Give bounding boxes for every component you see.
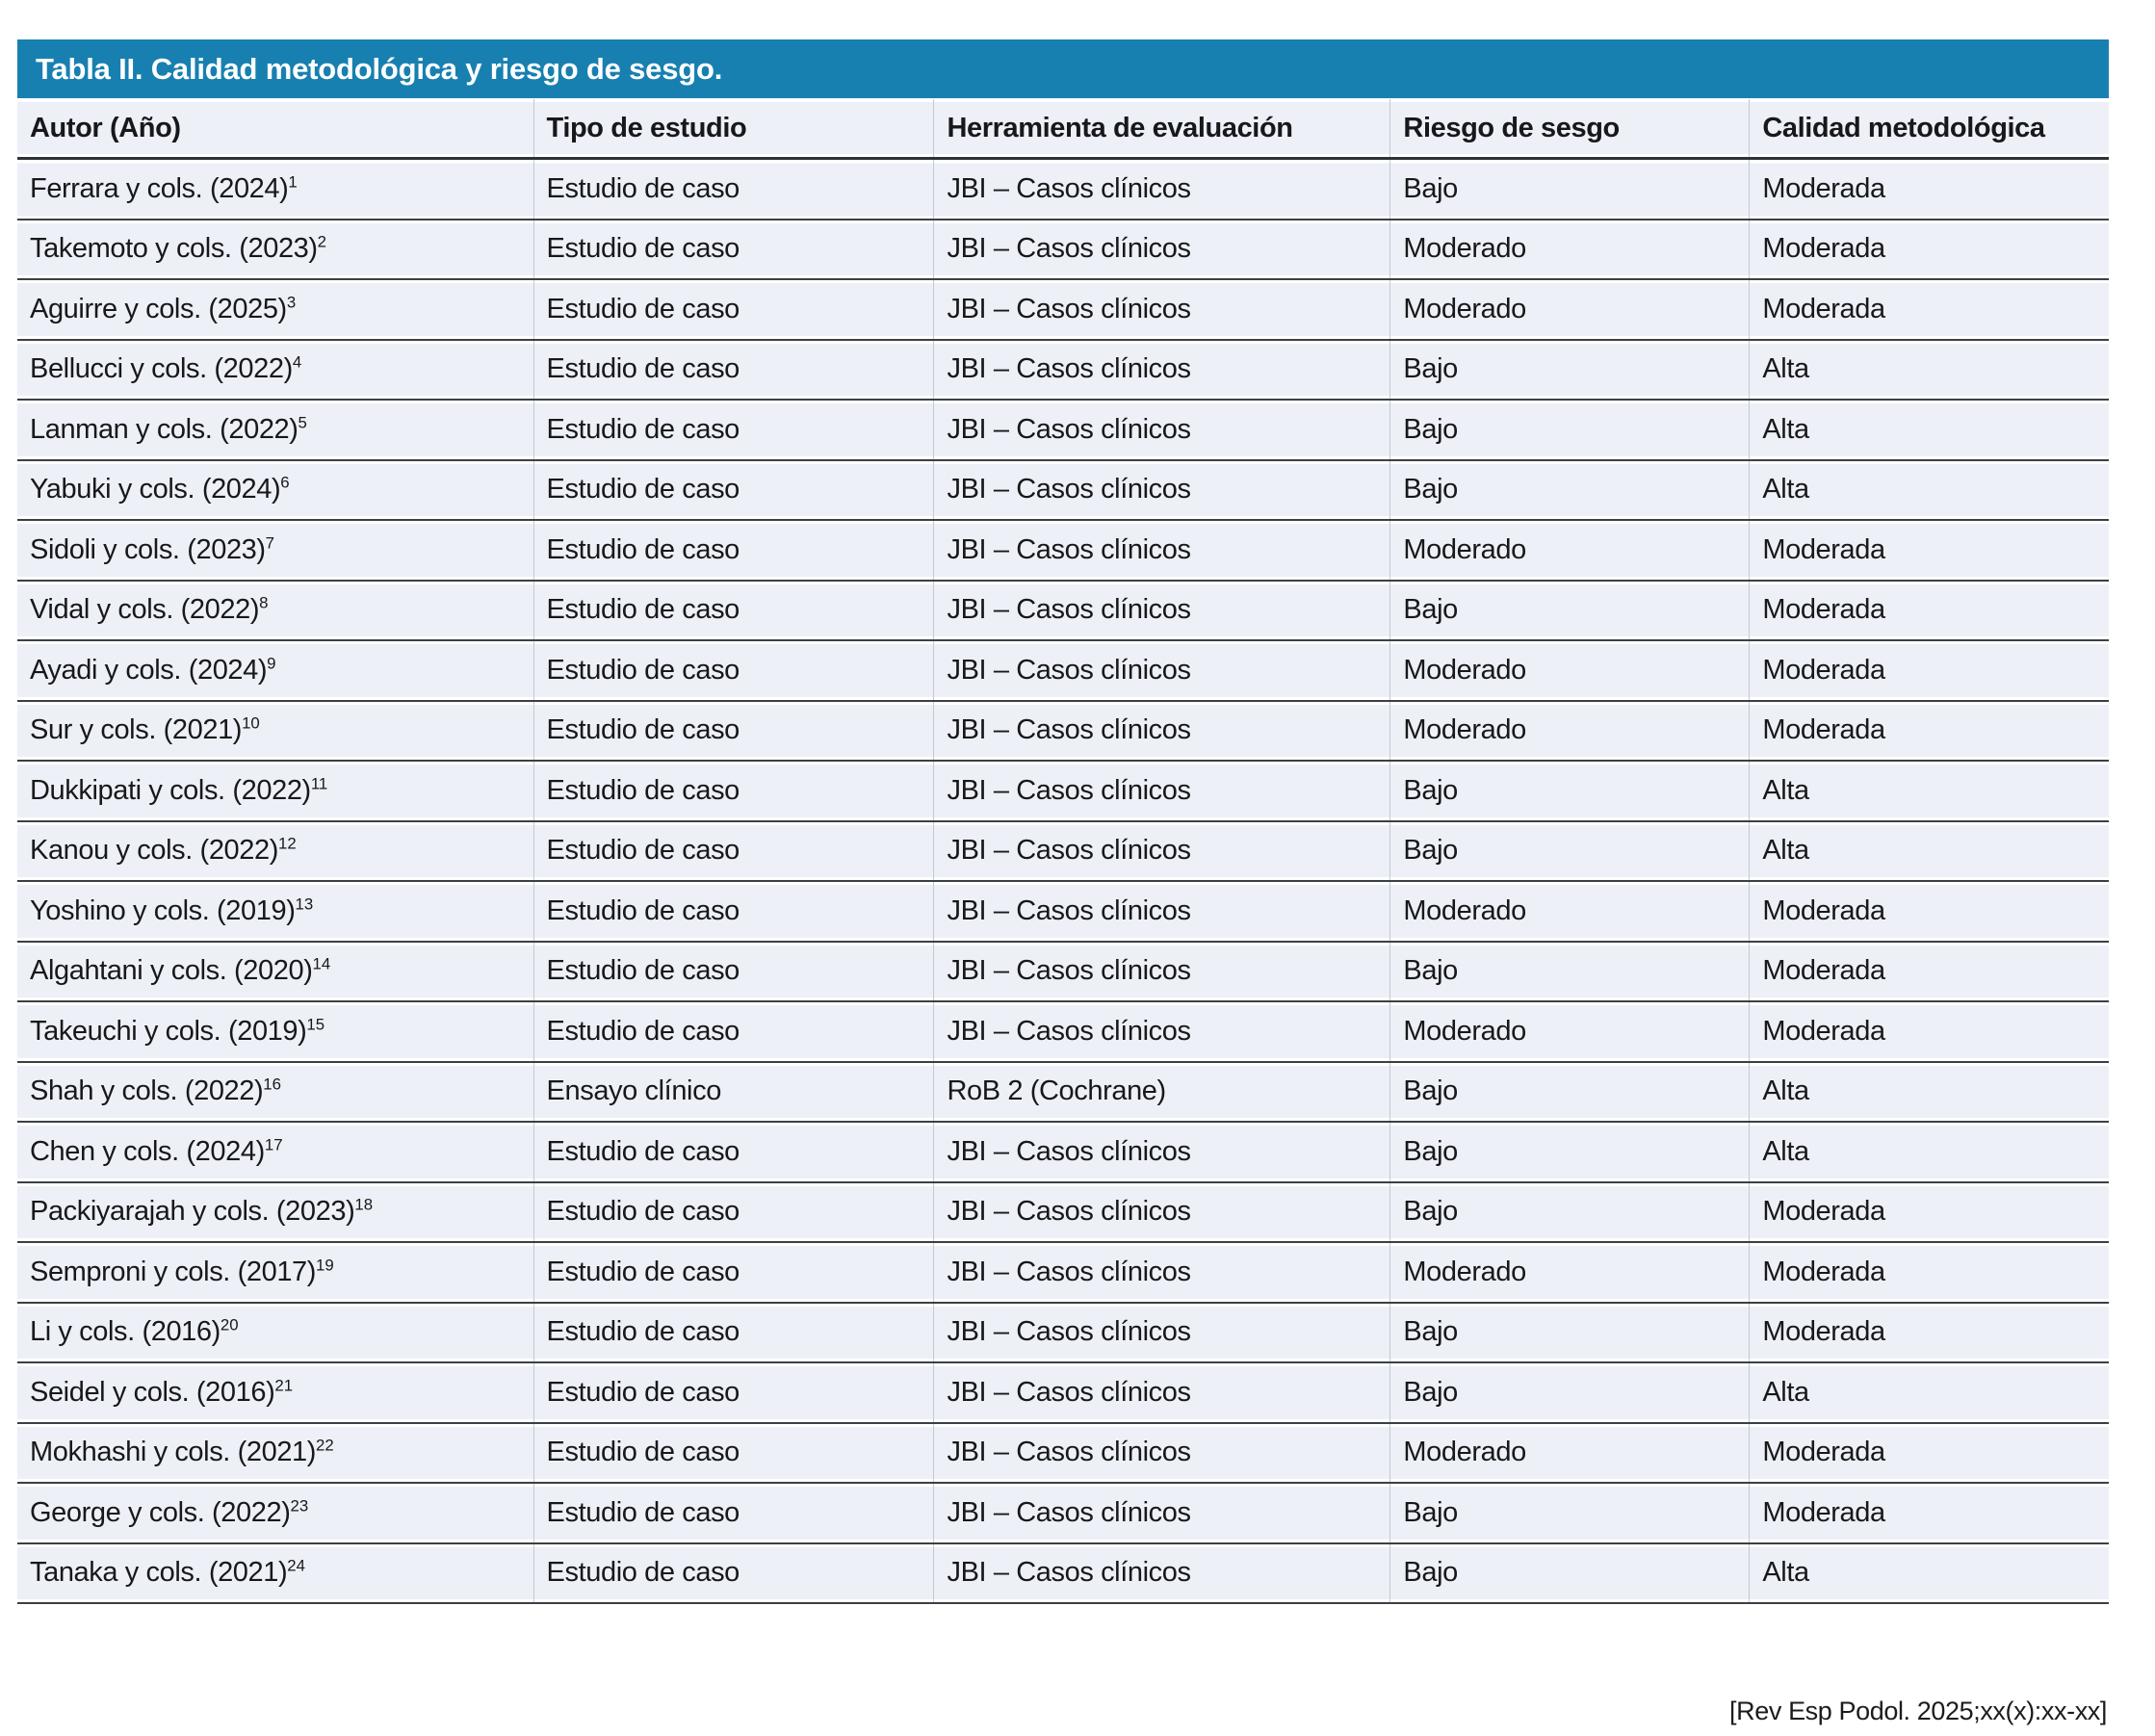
risk-of-bias-cell: Bajo (1390, 460, 1750, 521)
quality-cell: Alta (1750, 400, 2109, 460)
quality-cell: Moderada (1750, 581, 2109, 641)
author-cell (17, 400, 533, 460)
table-row (17, 640, 2109, 701)
risk-of-bias-cell: Moderado (1390, 520, 1750, 581)
risk-of-bias-cell: Moderado (1390, 1423, 1750, 1484)
risk-of-bias-cell: Bajo (1390, 821, 1750, 882)
quality-cell: Alta (1750, 1062, 2109, 1123)
assessment-tool-cell: JBI – Casos clínicos (934, 1423, 1390, 1484)
author-cell (17, 942, 533, 1002)
table-row (17, 881, 2109, 942)
author-text: Shah y cols. (2022) (30, 1075, 264, 1107)
risk-of-bias-cell: Bajo (1390, 942, 1750, 1002)
quality-cell: Moderada (1750, 220, 2109, 280)
study-type-cell: Estudio de caso (533, 701, 934, 762)
table-row (17, 942, 2109, 1002)
reference-superscript: 24 (287, 1556, 305, 1575)
author-cell (17, 1543, 533, 1604)
assessment-tool-cell: JBI – Casos clínicos (934, 1362, 1390, 1423)
quality-cell: Moderada (1750, 1483, 2109, 1543)
study-type-cell: Ensayo clínico (533, 1062, 934, 1123)
assessment-tool-cell: JBI – Casos clínicos (934, 761, 1390, 821)
author-text: Algahtani y cols. (2020) (30, 955, 313, 987)
risk-of-bias-cell: Bajo (1390, 761, 1750, 821)
reference-superscript: 18 (354, 1195, 374, 1214)
quality-cell: Moderada (1750, 1423, 2109, 1484)
risk-of-bias-cell: Bajo (1390, 159, 1750, 220)
reference-superscript: 9 (267, 654, 276, 673)
author-cell (17, 1122, 533, 1182)
author-cell (17, 761, 533, 821)
assessment-tool-cell: JBI – Casos clínicos (934, 581, 1390, 641)
assessment-tool-cell: JBI – Casos clínicos (934, 881, 1390, 942)
author-cell (17, 520, 533, 581)
author-text: Takemoto y cols. (2023) (30, 233, 318, 265)
quality-cell: Alta (1750, 1122, 2109, 1182)
author-cell (17, 1182, 533, 1243)
assessment-tool-cell: JBI – Casos clínicos (934, 400, 1390, 460)
risk-of-bias-cell: Moderado (1390, 640, 1750, 701)
risk-of-bias-cell: Bajo (1390, 400, 1750, 460)
author-text: Yabuki y cols. (2024) (30, 474, 281, 505)
study-type-cell: Estudio de caso (533, 581, 934, 641)
risk-of-bias-cell: Bajo (1390, 1362, 1750, 1423)
author-text: George y cols. (2022) (30, 1496, 291, 1528)
author-text: Ferrara y cols. (2024) (30, 172, 289, 204)
risk-of-bias-cell: Moderado (1390, 881, 1750, 942)
author-text: Mokhashi y cols. (2021) (30, 1437, 317, 1468)
study-type-cell: Estudio de caso (533, 881, 934, 942)
author-text: Seidel y cols. (2016) (30, 1376, 275, 1408)
assessment-tool-cell: JBI – Casos clínicos (934, 159, 1390, 220)
author-text: Yoshino y cols. (2019) (30, 894, 296, 926)
author-text: Kanou y cols. (2022) (30, 835, 278, 867)
risk-of-bias-cell: Bajo (1390, 1483, 1750, 1543)
column-header-autor: Autor (Año) (17, 99, 533, 159)
table-row (17, 1483, 2109, 1543)
table-container (17, 39, 2109, 1604)
author-cell (17, 581, 533, 641)
author-text: Ayadi y cols. (2024) (30, 654, 268, 686)
quality-cell: Moderada (1750, 881, 2109, 942)
table-row (17, 701, 2109, 762)
risk-of-bias-cell: Bajo (1390, 1303, 1750, 1363)
author-cell (17, 881, 533, 942)
assessment-tool-cell: JBI – Casos clínicos (934, 640, 1390, 701)
quality-cell: Alta (1750, 1362, 2109, 1423)
author-text: Semproni y cols. (2017) (30, 1256, 317, 1287)
quality-cell: Moderada (1750, 1182, 2109, 1243)
author-text: Packiyarajah y cols. (2023) (30, 1196, 355, 1228)
assessment-tool-cell: JBI – Casos clínicos (934, 520, 1390, 581)
reference-superscript: 21 (274, 1376, 294, 1395)
study-type-cell: Estudio de caso (533, 761, 934, 821)
author-text: Vidal y cols. (2022) (30, 594, 260, 626)
table-row (17, 279, 2109, 340)
author-cell (17, 460, 533, 521)
assessment-tool-cell: RoB 2 (Cochrane) (934, 1062, 1390, 1123)
author-cell (17, 1062, 533, 1123)
assessment-tool-cell: JBI – Casos clínicos (934, 1122, 1390, 1182)
study-type-cell: Estudio de caso (533, 1242, 934, 1303)
author-text: Li y cols. (2016) (30, 1316, 221, 1348)
author-cell (17, 220, 533, 280)
author-cell (17, 1001, 533, 1062)
table-body (17, 159, 2109, 1604)
author-cell (17, 1483, 533, 1543)
study-type-cell: Estudio de caso (533, 460, 934, 521)
author-cell (17, 1362, 533, 1423)
risk-of-bias-cell: Moderado (1390, 1001, 1750, 1062)
quality-cell: Moderada (1750, 942, 2109, 1002)
study-type-cell: Estudio de caso (533, 821, 934, 882)
reference-superscript: 14 (312, 954, 331, 973)
study-type-cell: Estudio de caso (533, 159, 934, 220)
author-text: Sur y cols. (2021) (30, 714, 243, 746)
reference-superscript: 13 (295, 894, 314, 914)
risk-of-bias-cell: Bajo (1390, 1062, 1750, 1123)
quality-cell: Alta (1750, 761, 2109, 821)
table-row (17, 460, 2109, 521)
author-text: Lanman y cols. (2022) (30, 413, 299, 445)
study-type-cell: Estudio de caso (533, 1543, 934, 1604)
author-cell (17, 340, 533, 401)
study-type-cell: Estudio de caso (533, 340, 934, 401)
reference-superscript: 16 (263, 1075, 281, 1094)
study-type-cell: Estudio de caso (533, 1423, 934, 1484)
study-type-cell: Estudio de caso (533, 1001, 934, 1062)
author-cell (17, 159, 533, 220)
table-row (17, 1423, 2109, 1484)
study-type-cell: Estudio de caso (533, 1483, 934, 1543)
table-row (17, 1362, 2109, 1423)
study-type-cell: Estudio de caso (533, 520, 934, 581)
assessment-tool-cell: JBI – Casos clínicos (934, 701, 1390, 762)
assessment-tool-cell: JBI – Casos clínicos (934, 340, 1390, 401)
reference-superscript: 19 (316, 1256, 334, 1275)
table-row (17, 1182, 2109, 1243)
assessment-tool-cell: JBI – Casos clínicos (934, 1303, 1390, 1363)
assessment-tool-cell: JBI – Casos clínicos (934, 821, 1390, 882)
assessment-tool-cell: JBI – Casos clínicos (934, 1483, 1390, 1543)
table-row (17, 400, 2109, 460)
study-type-cell: Estudio de caso (533, 220, 934, 280)
reference-superscript: 15 (306, 1015, 325, 1034)
author-cell (17, 701, 533, 762)
reference-superscript: 7 (265, 533, 275, 553)
column-header-tipo: Tipo de estudio (533, 99, 934, 159)
journal-citation: [Rev Esp Podol. 2025;xx(x):xx-xx] (1729, 1697, 2107, 1725)
column-header-riesgo: Riesgo de sesgo (1390, 99, 1750, 159)
reference-superscript: 1 (288, 172, 298, 192)
table-row (17, 581, 2109, 641)
author-cell (17, 1242, 533, 1303)
reference-superscript: 6 (280, 473, 290, 492)
reference-superscript: 22 (316, 1436, 334, 1455)
table-title-band: Tabla II. Calidad metodológica y riesgo de sesgo. (17, 39, 2109, 98)
assessment-tool-cell: JBI – Casos clínicos (934, 1001, 1390, 1062)
header-row (17, 99, 2109, 159)
table-row (17, 1122, 2109, 1182)
author-cell (17, 1423, 533, 1484)
risk-of-bias-cell: Bajo (1390, 1543, 1750, 1604)
author-text: Tanaka y cols. (2021) (30, 1557, 288, 1589)
reference-superscript: 10 (242, 713, 260, 733)
column-header-calidad: Calidad metodológica (1750, 99, 2109, 159)
author-text: Takeuchi y cols. (2019) (30, 1015, 307, 1047)
table-row (17, 1001, 2109, 1062)
study-type-cell: Estudio de caso (533, 942, 934, 1002)
author-text: Sidoli y cols. (2023) (30, 533, 266, 565)
reference-superscript: 8 (259, 593, 269, 612)
quality-cell: Moderada (1750, 520, 2109, 581)
methodological-quality-table (17, 99, 2109, 1604)
reference-superscript: 4 (292, 352, 302, 372)
author-text: Dukkipati y cols. (2022) (30, 774, 311, 806)
author-cell (17, 640, 533, 701)
quality-cell: Alta (1750, 340, 2109, 401)
quality-cell: Alta (1750, 1543, 2109, 1604)
table-row (17, 821, 2109, 882)
reference-superscript: 17 (264, 1135, 283, 1154)
reference-superscript: 3 (286, 293, 297, 312)
risk-of-bias-cell: Moderado (1390, 1242, 1750, 1303)
reference-superscript: 23 (290, 1496, 309, 1516)
author-text: Bellucci y cols. (2022) (30, 353, 293, 385)
reference-superscript: 12 (278, 834, 297, 853)
study-type-cell: Estudio de caso (533, 400, 934, 460)
table-row (17, 1543, 2109, 1604)
table-row (17, 220, 2109, 280)
author-text: Aguirre y cols. (2025) (30, 293, 287, 324)
assessment-tool-cell: JBI – Casos clínicos (934, 220, 1390, 280)
reference-superscript: 5 (298, 413, 307, 432)
reference-superscript: 20 (220, 1315, 239, 1334)
quality-cell: Moderada (1750, 1303, 2109, 1363)
study-type-cell: Estudio de caso (533, 279, 934, 340)
assessment-tool-cell: JBI – Casos clínicos (934, 942, 1390, 1002)
table-row (17, 520, 2109, 581)
risk-of-bias-cell: Bajo (1390, 1182, 1750, 1243)
quality-cell: Moderada (1750, 1242, 2109, 1303)
study-type-cell: Estudio de caso (533, 640, 934, 701)
risk-of-bias-cell: Moderado (1390, 279, 1750, 340)
author-cell (17, 821, 533, 882)
study-type-cell: Estudio de caso (533, 1303, 934, 1363)
quality-cell: Moderada (1750, 279, 2109, 340)
quality-cell: Moderada (1750, 159, 2109, 220)
risk-of-bias-cell: Bajo (1390, 581, 1750, 641)
reference-superscript: 11 (310, 774, 328, 793)
author-cell (17, 279, 533, 340)
assessment-tool-cell: JBI – Casos clínicos (934, 279, 1390, 340)
table-row (17, 340, 2109, 401)
assessment-tool-cell: JBI – Casos clínicos (934, 460, 1390, 521)
risk-of-bias-cell: Moderado (1390, 220, 1750, 280)
author-cell (17, 1303, 533, 1363)
table-row (17, 1303, 2109, 1363)
author-text: Chen y cols. (2024) (30, 1135, 265, 1167)
assessment-tool-cell: JBI – Casos clínicos (934, 1543, 1390, 1604)
table-row (17, 1242, 2109, 1303)
quality-cell: Alta (1750, 460, 2109, 521)
reference-superscript: 2 (317, 232, 327, 251)
quality-cell: Moderada (1750, 640, 2109, 701)
column-header-herramienta: Herramienta de evaluación (934, 99, 1390, 159)
table-row (17, 761, 2109, 821)
table-row (17, 159, 2109, 220)
risk-of-bias-cell: Bajo (1390, 1122, 1750, 1182)
quality-cell: Alta (1750, 821, 2109, 882)
study-type-cell: Estudio de caso (533, 1362, 934, 1423)
assessment-tool-cell: JBI – Casos clínicos (934, 1182, 1390, 1243)
risk-of-bias-cell: Bajo (1390, 340, 1750, 401)
quality-cell: Moderada (1750, 701, 2109, 762)
study-type-cell: Estudio de caso (533, 1122, 934, 1182)
study-type-cell: Estudio de caso (533, 1182, 934, 1243)
risk-of-bias-cell: Moderado (1390, 701, 1750, 762)
quality-cell: Moderada (1750, 1001, 2109, 1062)
assessment-tool-cell: JBI – Casos clínicos (934, 1242, 1390, 1303)
table-row (17, 1062, 2109, 1123)
